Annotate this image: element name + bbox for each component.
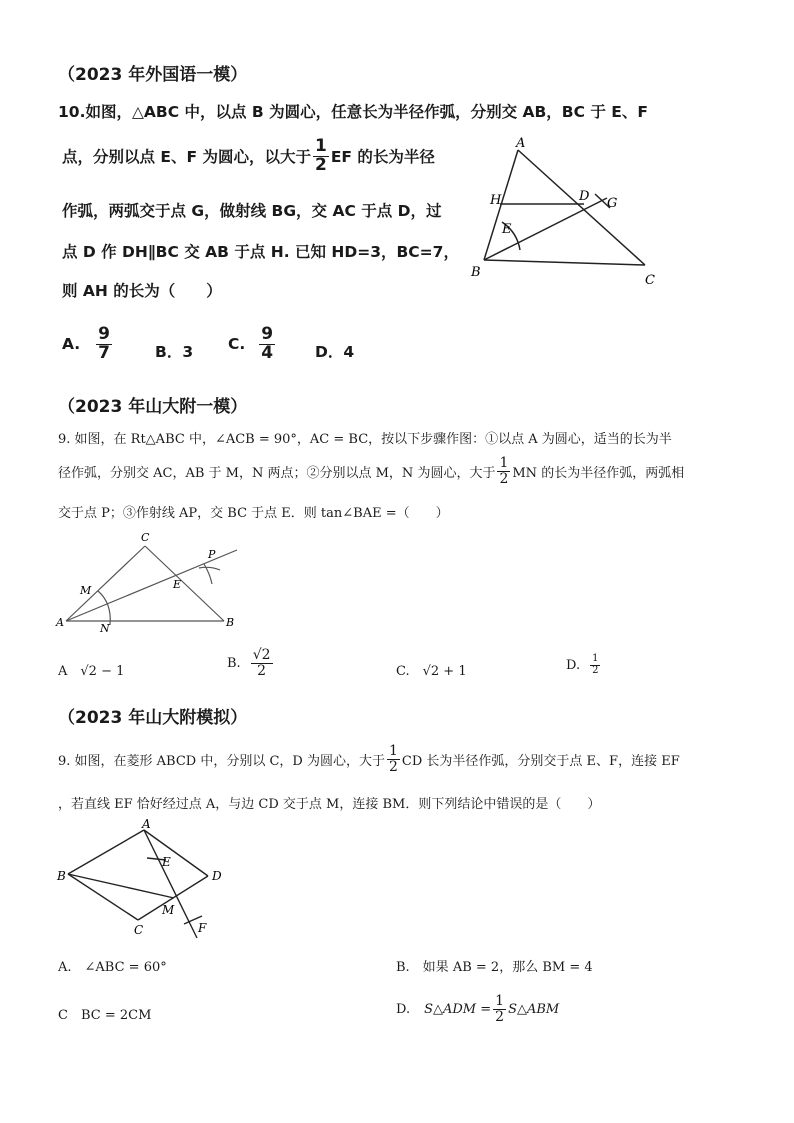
label-a: A xyxy=(516,136,526,151)
section1-fraction-half xyxy=(313,138,329,175)
fraction-denominator: 2 xyxy=(257,662,267,679)
label-p: P xyxy=(208,548,216,561)
section2-triangle-figure xyxy=(52,528,252,638)
option-b-label: B. xyxy=(227,655,241,671)
edge-ac xyxy=(66,546,145,621)
section1-question-line4: 点 D 作 DH∥BC 交 AB 于点 H. 已知 HD=3，BC=7， xyxy=(62,243,459,261)
section1-question-line2-b: EF 的长为半径 xyxy=(330,148,435,167)
section2-option-b xyxy=(227,648,275,678)
section2-option-d xyxy=(566,654,602,676)
section3-question-line1-b: CD 长为半径作弧，分别交于点 E、F，连接 EF xyxy=(401,753,680,769)
label-d: D xyxy=(212,869,222,883)
edge-ad xyxy=(144,830,208,876)
section3-option-c: C BC = 2CM xyxy=(58,1008,152,1023)
fraction-numerator: 1 xyxy=(389,743,398,759)
section1-question-line2-a: 点，分别以点 E、F 为圆心，以大于 xyxy=(62,148,311,167)
label-b: B xyxy=(226,616,235,629)
section3-question-line1-a: 9. 如图，在菱形 ABCD 中，分别以 C，D 为圆心，大于 xyxy=(58,753,385,769)
section3-rhombus-figure xyxy=(52,816,242,946)
option-d-left: S△ADM = xyxy=(424,1001,492,1017)
arc-mn xyxy=(98,591,110,625)
fraction-numerator: 9 xyxy=(261,324,274,344)
section2-option-a: A √2 − 1 xyxy=(58,664,125,679)
fraction-denominator: 2 xyxy=(389,758,398,775)
section1-option-c xyxy=(228,326,277,363)
option-d-label: D. xyxy=(566,657,581,673)
label-d: D xyxy=(579,189,590,204)
section2-option-c: C. √2 + 1 xyxy=(396,664,467,679)
label-m: M xyxy=(162,903,175,917)
label-e: E xyxy=(502,222,512,237)
fraction-denominator: 7 xyxy=(98,342,111,363)
label-f: F xyxy=(198,921,207,935)
edge-ac xyxy=(518,150,645,265)
section1-triangle-figure xyxy=(462,132,672,292)
edge-ba xyxy=(68,830,144,874)
section3-header: （2023 年山大附模拟） xyxy=(58,708,248,728)
fraction-numerator: 1 xyxy=(314,136,327,156)
option-c-fraction xyxy=(259,326,275,363)
option-d-fraction xyxy=(493,994,506,1024)
fraction-numerator: √2 xyxy=(252,647,271,663)
section1-question-line1: 10.如图，△ABC 中，以点 B 为圆心，任意长为半径作弧，分别交 AB，BC 于 E、F xyxy=(58,103,648,121)
label-h: H xyxy=(490,193,502,208)
section1-question-line5: 则 AH 的长为（ ） xyxy=(62,282,222,300)
section3-question-line2: ，若直线 EF 恰好经过点 A，与边 CD 交于点 M，连接 BM．则下列结论中错误的是（ ） xyxy=(58,797,601,812)
fraction-denominator: 2 xyxy=(592,664,599,676)
section2-question-line2-a: 径作弧，分别交 AC，AB 于 M，N 两点；②分别以点 M，N 为圆心，大于 xyxy=(58,465,496,481)
fraction-denominator: 2 xyxy=(495,1008,505,1025)
label-c: C xyxy=(141,531,150,544)
fraction-denominator: 4 xyxy=(261,342,274,363)
option-d-right: S△ABM xyxy=(508,1001,560,1017)
section1-question-line3: 作弧，两弧交于点 G，做射线 BG，交 AC 于点 D，过 xyxy=(62,202,442,220)
fraction-numerator: 1 xyxy=(592,653,599,664)
label-m: M xyxy=(80,584,92,597)
edge-cb xyxy=(68,874,138,920)
section1-option-a xyxy=(62,326,114,363)
fraction-numerator: 1 xyxy=(495,993,505,1009)
section3-fraction-half xyxy=(387,744,400,774)
fraction-denominator: 2 xyxy=(499,470,509,487)
segment-bm xyxy=(68,874,174,898)
section1-option-d: D．4 xyxy=(315,343,355,361)
label-c: C xyxy=(134,923,144,937)
section3-option-b: B. 如果 AB = 2，那么 BM = 4 xyxy=(396,960,593,975)
section3-question-line1 xyxy=(58,744,680,774)
section3-option-d xyxy=(396,994,559,1024)
label-e: E xyxy=(162,855,171,869)
section2-question-line3: 交于点 P；③作射线 AP，交 BC 于点 E．则 tan∠BAE =（ ） xyxy=(58,506,449,521)
section3-option-a: A. ∠ABC = 60° xyxy=(58,960,167,975)
option-d-label: D. xyxy=(396,1001,411,1017)
section1-header: （2023 年外国语一模） xyxy=(58,65,248,85)
option-a-label: A. xyxy=(62,335,81,354)
fraction-numerator: 9 xyxy=(98,324,111,344)
label-n: N xyxy=(100,622,110,635)
section2-question-line1: 9. 如图，在 Rt△ABC 中，∠ACB = 90°，AC = BC，按以下步骤作图：①以点 A 为圆心，适当的长为半 xyxy=(58,432,672,447)
section1-option-b: B．3 xyxy=(155,343,194,361)
label-a: A xyxy=(142,817,151,831)
section1-question-line2 xyxy=(62,138,435,175)
label-g: G xyxy=(607,196,618,211)
edge-bc xyxy=(484,260,645,265)
option-c-label: C. xyxy=(228,335,246,354)
fraction-denominator: 2 xyxy=(314,154,327,175)
option-b-fraction xyxy=(251,648,273,678)
option-d-fraction xyxy=(590,654,600,676)
option-a-fraction xyxy=(96,326,112,363)
fraction-numerator: 1 xyxy=(499,455,509,471)
label-a: A xyxy=(56,616,64,629)
arc-p2 xyxy=(199,567,220,570)
label-c: C xyxy=(645,273,655,288)
section2-question-line2-b: MN 的长为半径作弧，两弧相 xyxy=(512,465,685,481)
label-e: E xyxy=(173,578,182,591)
section2-question-line2 xyxy=(58,456,684,486)
label-b: B xyxy=(57,869,66,883)
label-b: B xyxy=(471,265,481,280)
section2-header: （2023 年山大附一模） xyxy=(58,397,248,417)
section2-fraction-half xyxy=(497,456,510,486)
